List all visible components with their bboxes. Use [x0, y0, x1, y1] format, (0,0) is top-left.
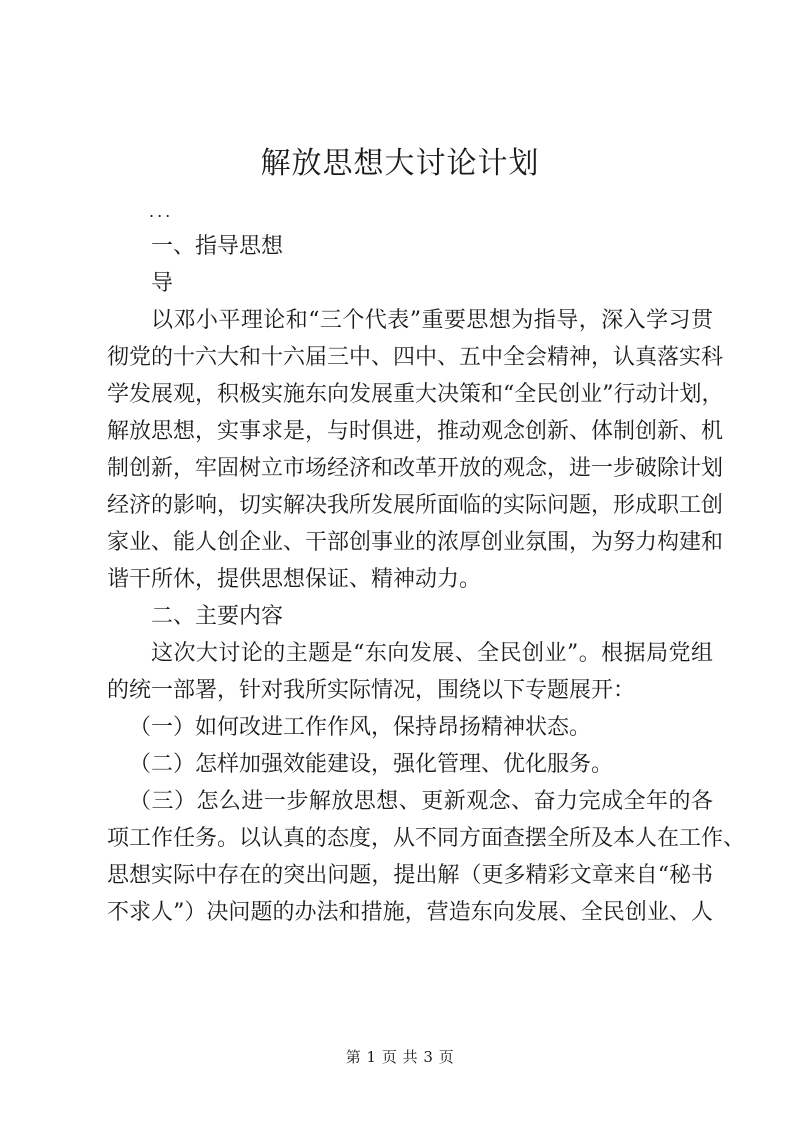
- page-indicator: 第 1 页 共 3 页: [345, 1048, 455, 1066]
- ellipsis-text: ...: [149, 202, 174, 221]
- paragraph-line: 解放思想，实事求是，与时俱进，推动观念创新、体制创新、机: [107, 419, 724, 444]
- topic-item-3: （三）怎么进一步解放思想、更新观念、奋力完成全年的各: [129, 789, 713, 814]
- paragraph-line: 谐干所休，提供思想保证、精神动力。: [107, 567, 482, 592]
- document-body: [107, 196, 746, 931]
- paragraph-line: 导: [151, 271, 174, 296]
- paragraph-line: 家业、能人创企业、干部创事业的浓厚创业氛围，为努力构建和: [107, 530, 724, 555]
- paragraph-line: 制创新，牢固树立市场经济和改革开放的观念，进一步破除计划: [107, 456, 724, 481]
- document-title: 解放思想大讨论计划: [260, 146, 540, 181]
- paragraph-line: 彻党的十六大和十六届三中、四中、五中全会精神，认真落实科: [107, 345, 724, 370]
- paragraph-line: 这次大讨论的主题是“东向发展、全民创业”。根据局党组: [151, 641, 713, 666]
- paragraph-line: 经济的影响，切实解决我所发展所面临的实际问题，形成职工创: [107, 493, 724, 518]
- paragraph-line: 思想实际中存在的突出问题，提出解（更多精彩文章来自“秘书: [107, 863, 713, 888]
- topic-item-1: （一）如何改进工作作风，保持昂扬精神状态。: [129, 715, 592, 740]
- paragraph-line: 项工作任务。以认真的态度，从不同方面查摆全所及本人在工作、: [107, 826, 746, 851]
- topic-item-2: （二）怎样加强效能建设，强化管理、优化服务。: [129, 752, 614, 777]
- paragraph-line: 不求人”）决问题的办法和措施，营造东向发展、全民创业、人: [107, 900, 713, 925]
- paragraph-line: 学发展观，积极实施东向发展重大决策和“全民创业”行动计划，: [107, 382, 724, 407]
- section-heading-guiding-thought: 一、指导思想: [151, 234, 284, 259]
- paragraph-line: 以邓小平理论和“三个代表”重要思想为指导，深入学习贯: [151, 308, 713, 333]
- paragraph-line: 的统一部署，针对我所实际情况，围绕以下专题展开：: [107, 678, 636, 703]
- section-heading-main-content: 二、主要内容: [151, 604, 284, 629]
